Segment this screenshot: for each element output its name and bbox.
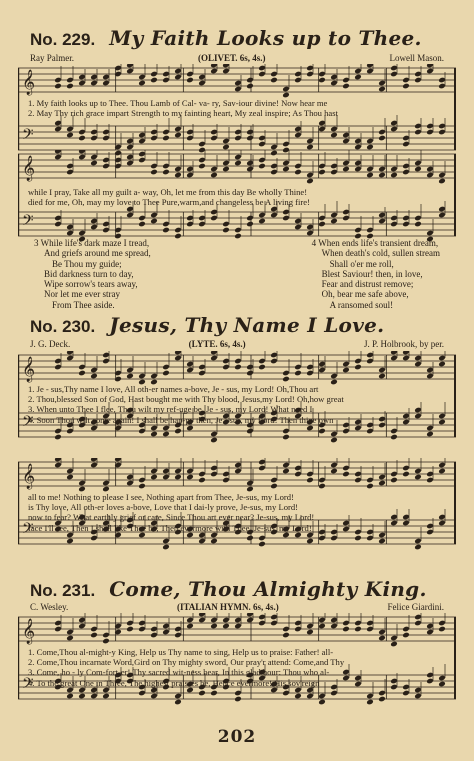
stanza-line: A ransomed soul! xyxy=(329,299,394,310)
stanza-4 xyxy=(312,238,440,310)
extra-stanzas xyxy=(34,238,440,310)
svg-text:𝄞: 𝄞 xyxy=(22,464,36,489)
lyric-line: while I pray, Take all my guilt a- way, Oh, let me from this day Be wholly Thine! xyxy=(28,187,308,197)
lyric-line: now to fear? What earthly grief or care, Since Thou art ever near? Je-sus, my Lord! xyxy=(28,512,315,523)
composer: Lowell Mason. xyxy=(389,53,444,63)
tune-name: (LYTE. 6s, 4s.) xyxy=(188,339,246,349)
lyricist: J. G. Deck. xyxy=(30,339,71,349)
hymn-number: No. 230. xyxy=(30,317,96,336)
stanza-line: Bid darkness turn to day, xyxy=(44,268,134,279)
svg-text:𝄞: 𝄞 xyxy=(22,619,36,644)
svg-text:𝄞: 𝄞 xyxy=(22,357,36,382)
page-number: 202 xyxy=(217,727,257,747)
lyrics-block xyxy=(28,187,448,207)
stanza-line: From Thee aside. xyxy=(52,299,115,310)
lyric-line: 3. When unto Thee I flee, Thou wilt my ref-uge be, Je - sus, my Lord! What need I xyxy=(28,404,313,415)
stanza-line: Wipe sorrow's tears away, xyxy=(44,279,138,290)
svg-text:𝄢: 𝄢 xyxy=(22,520,34,541)
stanza-line: Be Thou my guide; xyxy=(52,258,122,269)
lyric-line: 2. May Thy rich grace impart Strength to my fainting heart, My zeal inspire; As Thou hast xyxy=(28,108,338,119)
lyric-line: all to me! Nothing to please I see, Nothing apart from Thee, Je-sus, my Lord! xyxy=(28,492,294,502)
hymn-number: No. 229. xyxy=(30,30,96,49)
stanza-line: Oh, bear me safe above, xyxy=(321,289,409,300)
hymn-title: Jesus, Thy Name I Love. xyxy=(109,313,385,337)
stanza-line: Nor let me ever stray xyxy=(44,289,120,300)
lyrics-block xyxy=(28,647,448,688)
stanza-line: And griefs around me spread, xyxy=(44,248,151,259)
lyric-line: is Thy love, All oth-er loves a-bove, Love that I dai-ly prove, Je-sus, my Lord! xyxy=(28,502,299,513)
svg-text:𝄢: 𝄢 xyxy=(22,212,34,233)
lyric-line: face I'll see, Then I shall like Thee be, Then evermore with Thee, Je-sus, my Lord! xyxy=(28,522,312,533)
tune-name: (OLIVET. 6s, 4s.) xyxy=(197,53,266,63)
stanza-line: 3 While life's dark maze I tread, xyxy=(34,238,150,248)
lyric-line: 4. To the great One in Three, The highest prais-es be, Hence evermore! His sov'reign xyxy=(28,677,320,688)
hymn-title: Come, Thou Almighty King. xyxy=(109,577,427,601)
lyricist: C. Wesley. xyxy=(30,602,69,612)
stanza-line: Shall o'er me roll, xyxy=(329,258,394,269)
lyric-line: 2. Thou,blessed Son of God, Hast bought me with Thy blood, Jesus,my Lord! Oh,how great xyxy=(28,394,344,405)
hymn-231-credits xyxy=(30,602,444,612)
lyrics-block xyxy=(28,98,448,118)
lyric-line: 2. Come,Thou incarnate Word,Gird on Thy mighty sword, Our pray'r attend: Come,and Thy xyxy=(28,657,345,668)
svg-text:𝄢: 𝄢 xyxy=(22,675,34,696)
hymn-number: No. 231. xyxy=(30,581,96,600)
svg-text:𝄞: 𝄞 xyxy=(22,70,36,95)
lyric-line: 3. Come, ho - ly Com-fort-er! Thy sacred wit-ness bear, In this glad hour: Thou who al- xyxy=(28,667,330,678)
lyric-line: died for me, Oh, may my love to Thee Pure,warm,and changeless be A living fire! xyxy=(28,197,310,208)
lyric-line: 1. Come,Thou al-might-y King, Help us Thy name to sing, Help us to praise: Father! all- xyxy=(28,647,334,657)
stanza-line: 4 When ends life's transient dream, xyxy=(311,238,439,248)
svg-text:𝄢: 𝄢 xyxy=(22,126,34,147)
lyrics-block xyxy=(28,384,448,425)
svg-text:𝄢: 𝄢 xyxy=(22,413,34,434)
tune-name: (ITALIAN HYMN. 6s, 4s.) xyxy=(176,602,279,612)
lyric-line: 1. My faith looks up to Thee. Thou Lamb of Cal- va- ry, Sav-iour divine! Now hear me xyxy=(28,98,328,108)
lyric-line: 1. Je - sus,Thy name I love, All oth-er names a-bove, Je - sus, my Lord! Oh,Thou art xyxy=(28,384,319,394)
hymn-229-heading xyxy=(30,26,456,50)
svg-text:𝄞: 𝄞 xyxy=(22,156,36,181)
stanza-line: Fear and distrust remove; xyxy=(321,279,414,290)
hymn-title: My Faith Looks up to Thee. xyxy=(109,26,422,50)
lyric-line: 4. Soon Thou wilt come again! I shall be hap-py then, Je - sus, my Lord! Then thine own xyxy=(28,414,334,425)
hymn-229-credits xyxy=(30,53,444,63)
stanza-line: Blest Saviour! then, in love, xyxy=(321,268,423,279)
stanza-3 xyxy=(34,238,151,310)
hymn-231-heading xyxy=(30,577,456,601)
lyricist: Ray Palmer. xyxy=(30,53,74,63)
lyrics-block xyxy=(28,492,448,533)
hymn-230-credits xyxy=(30,339,444,349)
composer: J. P. Holbrook, by per. xyxy=(363,339,444,349)
stanza-line: When death's cold, sullen stream xyxy=(321,248,440,259)
hymn-230-heading xyxy=(30,313,456,337)
composer: Felice Giardini. xyxy=(387,602,444,612)
